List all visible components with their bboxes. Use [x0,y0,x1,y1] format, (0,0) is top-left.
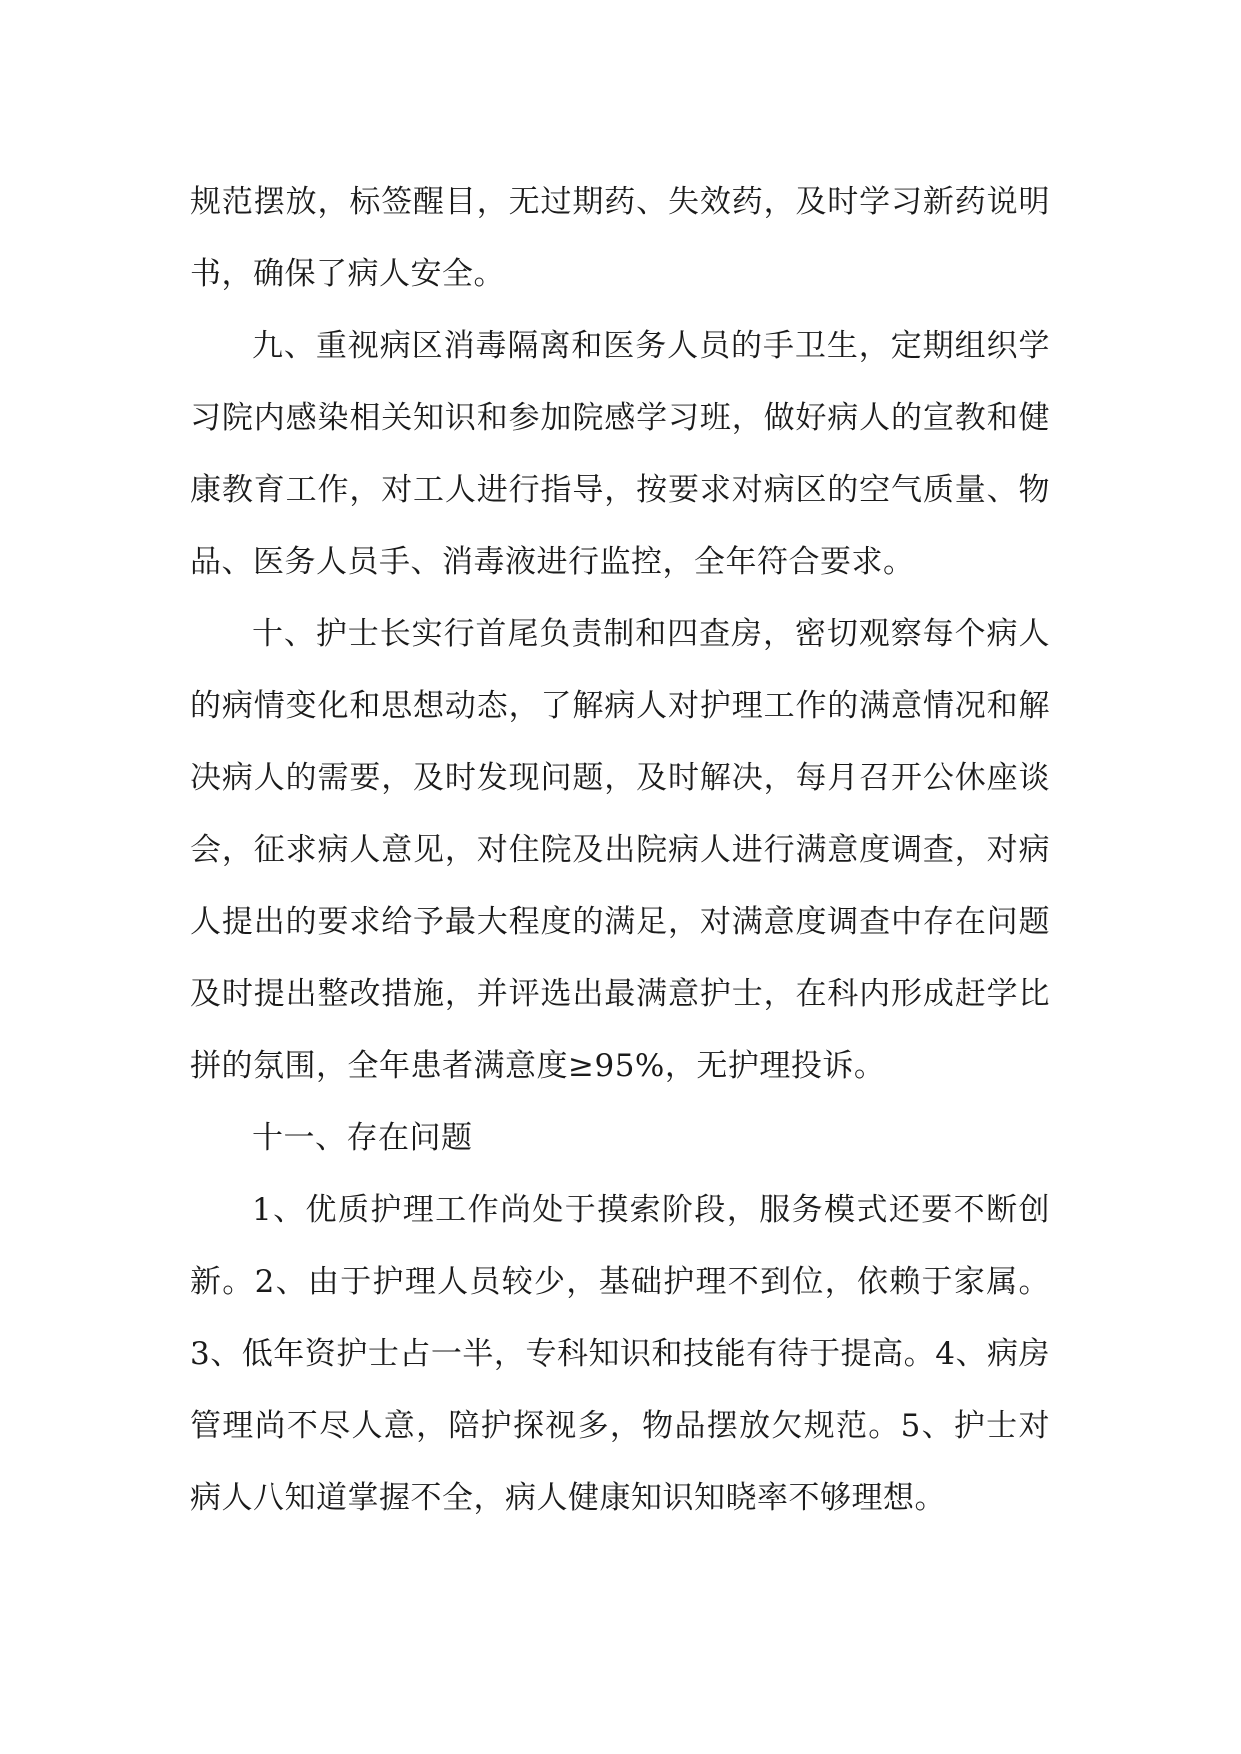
paragraph-section-9: 九、重视病区消毒隔离和医务人员的手卫生，定期组织学习院内感染相关知识和参加院感学习班，做好病人的宣教和健康教育工作，对工人进行指导，按要求对病区的空气质量、物品、医务人员手、消毒液进行监控，全年符合要求。 [190,328,1050,580]
paragraph-section-10: 十、护士长实行首尾负责制和四查房，密切观察每个病人的病情变化和思想动态，了解病人对护理工作的满意情况和解决病人的需要，及时发现问题，及时解决，每月召开公休座谈会，征求病人意见，对住院及出院病人进行满意度调查，对病人提出的要求给予最大程度的满足，对满意度调查中存在问题及时提出整改措施，并评选出最满意护士，在科内形成赶学比拼的氛围，全年患者满意度≥95%，无护理投诉。 [190,616,1050,1084]
paragraph-continuation: 规范摆放，标签醒目，无过期药、失效药，及时学习新药说明书，确保了病人安全。 [190,184,1050,292]
document-body [190,166,1050,1534]
paragraph-problems-list: 1、优质护理工作尚处于摸索阶段，服务模式还要不断创新。2、由于护理人员较少，基础护理不到位，依赖于家属。3、低年资护士占一半，专科知识和技能有待于提高。4、病房管理尚不尽人意，陪护探视多，物品摆放欠规范。5、护士对病人八知道掌握不全，病人健康知识知晓率不够理想。 [190,1192,1050,1516]
section-heading-11: 十一、存在问题 [252,1120,473,1156]
